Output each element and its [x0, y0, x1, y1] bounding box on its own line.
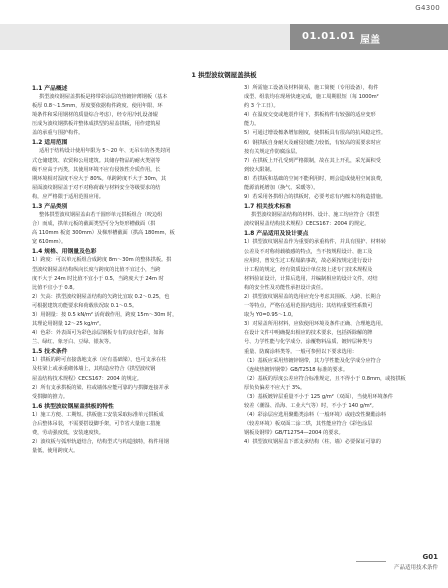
text-line: 1）拱型波纹钢屋盖作为重要的承重构件，并具有围护、材料转 [244, 239, 386, 246]
text-line: 2）所有支承拱板的梁、柱或墙体应能可靠的与拱脚连接并承 [32, 384, 169, 391]
left-column [32, 84, 212, 456]
text-line: （3）基板镀锌层重量不小于 125 g/m²（双面），当使用环境条件 [244, 394, 393, 400]
text-line: （4）彩涂层应选用聚酯类涂料（一般环境）或硅改性聚酯涂料 [244, 412, 386, 419]
text-line: 合后整体吊装，不需要搭设脚手架，可节省大量施工措施 [32, 420, 161, 427]
text-line: （2）基板的厚度公差应符合标准规定，且不得小于 0.8mm，或按拱板 [244, 375, 406, 382]
text-line: 6）钢拱板自身耐火及耐侵蚀能力较低，有较高的需要求时应 [244, 139, 381, 146]
page-number: G01 [422, 553, 438, 561]
text-line: 号、力学性能与化学成分、涂覆物料品质、镀锌层种类与 [244, 339, 373, 346]
text-line: 构，应严格限于适用范围应用。 [32, 193, 104, 200]
text-line: 式仓储建筑、农贸和公用建筑。其储存物品的耐火类别等 [32, 157, 161, 164]
text-line: 9）若采用各拱组合的拱板时，必要考虑有内檩木的构造措施。 [244, 194, 386, 201]
text-line: 境条件和采用钢材的质量综合考虑），经专用冷轧设备辊 [32, 112, 158, 119]
text-line: 1）施工方便、工期短。拱板施工安装采取标准单元拱板成 [32, 411, 164, 418]
catalog-code: G4300 [415, 4, 440, 12]
text-line: 屋盖结构技术规程》CECS167：2004 的规定。 [32, 375, 142, 382]
text-line: 费，劳动强度低，安装速度快。 [32, 430, 104, 436]
section-heading: 1.2 适用范围 [32, 140, 68, 147]
text-line: 级不应高于丙类，其使用环境不应有侵蚀性介质作用，长 [32, 166, 161, 173]
text-line: 盖的承重与围护构件。 [32, 130, 84, 137]
text-line: 5）可通过增设檩条增加刚度，使拱板具有很高的抗风稳定性。 [244, 130, 386, 137]
text-line: （较差环境）板双面二涂二烘，其性能应符合《彩色涂层 [244, 421, 373, 428]
text-line: 适用于结构设计使用年限为 5～20 年、无吊车的各类封闭 [39, 148, 171, 155]
text-line: 期环境相对湿度不应大于 80%。单跨跨度不大于 30m，其 [32, 175, 166, 182]
text-line: 3）对屋盖所用材料，应依使用环境及条件正确、合理地选用。 [244, 321, 386, 328]
right-column [244, 84, 424, 448]
text-line: 2）波纹板与弧形轨道结合，结构型式与构造独特，构件用钢 [32, 439, 169, 446]
text-line: 按有关规定作防腐涂层。 [244, 148, 301, 155]
text-line: 波纹钢屋盖结构技术规程》CECS167：2004 的规定。 [244, 221, 370, 228]
text-line: 屋面波纹钢屋盖于对不对称荷载与材料安全等级要求的结 [32, 184, 161, 191]
section-header-band [0, 24, 448, 50]
text-line: 度不大于 24m 时比值不宜小于 0.5，当跨度大于 24m 时 [32, 275, 164, 282]
text-line: 1）拱板的跨可直接落地支承（应有基础梁），也可支承在柱 [32, 357, 167, 364]
text-line: 2）矢高：拱型波纹钢屋盖结构的矢跨比宜取 0.2～0.25，也 [32, 293, 170, 300]
page-footer [394, 553, 438, 571]
text-line: 到较大限制。 [244, 166, 275, 173]
text-line: 在设计文件中明确提出相应的技术要求，包括拆除解的牌 [244, 330, 373, 337]
text-line: 约 3 个工日）。 [244, 103, 279, 110]
text-line: 计工程的规定，经有资质设计单位按上述专门技术规程及 [244, 266, 373, 273]
text-line: 4）色彩：外表面可为彩色涂层钢板专有的良好色彩，如海 [32, 330, 164, 337]
section-heading: 1.3 产品类别 [32, 204, 68, 211]
footer-label: 产品适用技术条件 [393, 565, 438, 571]
text-line: 取为 Y0=0.95～1.0。 [244, 312, 297, 319]
text-line: 成型、组装均在现场快速完成，施工周期很短（每 1000m² [244, 94, 379, 101]
text-line: 可根据建筑功能要求和荷载状况取 0.1～0.5。 [32, 302, 138, 309]
footer-divider [356, 561, 386, 562]
text-line: 能源消耗增加（换气、采暖等）。 [244, 185, 319, 192]
text-line: 量低，使用跨度大。 [32, 448, 79, 455]
section-heading: 1.5 技术条件 [32, 349, 68, 356]
text-line: 合）而成，拱单元板的截面类型可分为矩形槽截面（拱 [32, 221, 156, 228]
text-line: 《连续热镀锌钢带》GB/T2518 标准的要求。 [244, 366, 348, 373]
text-line: 公差及不对称荷载敏感的特点，当不按规程设计、施工及 [244, 248, 373, 255]
text-line: 重量、防腐涂料类等。一般可参照以下要求选用： [244, 348, 358, 355]
text-line: 整体拱型波纹钢屋盖由若干圆形单元拱板组合（咬边组 [39, 212, 163, 219]
text-line: 构的安全性及功能性承担设计责任。 [244, 284, 327, 291]
text-line: 7）在拱板上开孔受到严格限制，故在其上开孔，采光面积受 [244, 157, 381, 164]
text-line: 一等特点，严格在适用范围内选用；其结构重要性系数可 [244, 303, 373, 310]
text-line: 8）若拱板和基础的空间不能利用时，则会造成使用空间浪费， [244, 175, 386, 182]
section-heading: 1.1 产品概述 [32, 86, 68, 92]
text-line: 1）跨度：可以单元板组合成跨度 8m～30m 的整体拱板。拱 [32, 257, 172, 264]
text-line: 4）拱型波纹钢屋盖下部支承结构（柱、墙）必要保证可靠的 [244, 439, 381, 446]
text-line: 能力。 [244, 121, 260, 128]
text-line: （1）基板应采用热镀锌钢带，其力学性能及化学成分应符合 [244, 357, 381, 364]
text-line: 型波纹钢屋盖结构纵向长度与跨度的比值不宜过小，当跨 [32, 266, 161, 273]
text-line: 3）用钢量：按 0.5 kN/m² 活荷载作用，跨度 15m～30m 时， [32, 311, 178, 318]
text-line: 受拱脚的推力。 [32, 393, 68, 400]
text-line: 材料验证设计，计算后选用，并编制相应的设计文件，对结 [244, 275, 378, 282]
text-line: 高 110mm 板宽 300mm）及梯形槽截面（拱高 180mm，板 [32, 230, 175, 237]
text-line: 较差（潮湿、沿海、工业大气等）时，不小于 140 g/m²。 [244, 403, 377, 410]
text-line: 应用时，曾发生过工程塌陷事故，故必须按规定进行设计 [244, 257, 373, 264]
text-line: 3）所需施工设备及材料简易，施工简便（专用设备），构件 [244, 85, 379, 91]
section-heading: 1.4 规格、用钢量及色彩 [32, 249, 97, 256]
text-line: 压成为波纹钢拱板并整体成拱型的屋盖拱板，用作建筑屋 [32, 121, 161, 128]
section-heading: 1.8 产品适用及设计要点 [244, 231, 309, 238]
section-heading: 1.6 拱型波纹钢屋盖拱板的特性 [32, 403, 114, 410]
text-line: 及柱梁上或承重砌体墙上，其构造应符合《拱型波纹钢 [32, 366, 156, 373]
text-line: 钢板及钢带》GB/T12754—2004 的要求。 [244, 430, 344, 437]
text-line: 拱型波纹钢屋盖结构的材料、设计、施工均应符合《拱型 [251, 212, 380, 219]
section-heading: 1.7 相关技术标准 [244, 204, 292, 211]
text-line: 兰、绿红、象牙白、豆绿、银灰等。 [32, 339, 115, 346]
text-line: 比值不宜小于 0.8。 [32, 284, 78, 291]
header-band-light [0, 24, 290, 50]
page-title: 1 拱型波纹钢屋盖拱板 [191, 71, 257, 79]
text-line: 板厚 0.8～1.5mm，厚度要依据构件跨度、使用年限、环 [32, 103, 163, 110]
text-line: 4）在温度交变或地震作用下，拱板构件有较强的适应变形 [244, 112, 376, 119]
text-line: 其理论用钢量 12～25 kg/m²。 [32, 321, 105, 328]
text-line: 厚负负偏差不应大于 3%。 [244, 384, 306, 391]
text-line: 拱型波纹钢屋盖拱板是将带彩涂层的热镀锌薄钢板（基本 [39, 94, 168, 100]
section-name: 屋盖 [360, 35, 380, 46]
section-number: 01.01.01 [302, 31, 356, 42]
text-line: 2）拱型波纹钢屋盖的选用应充分考虑其围板、大跨、长期合 [244, 293, 381, 300]
text-line: 宽 610mm）。 [32, 239, 67, 246]
